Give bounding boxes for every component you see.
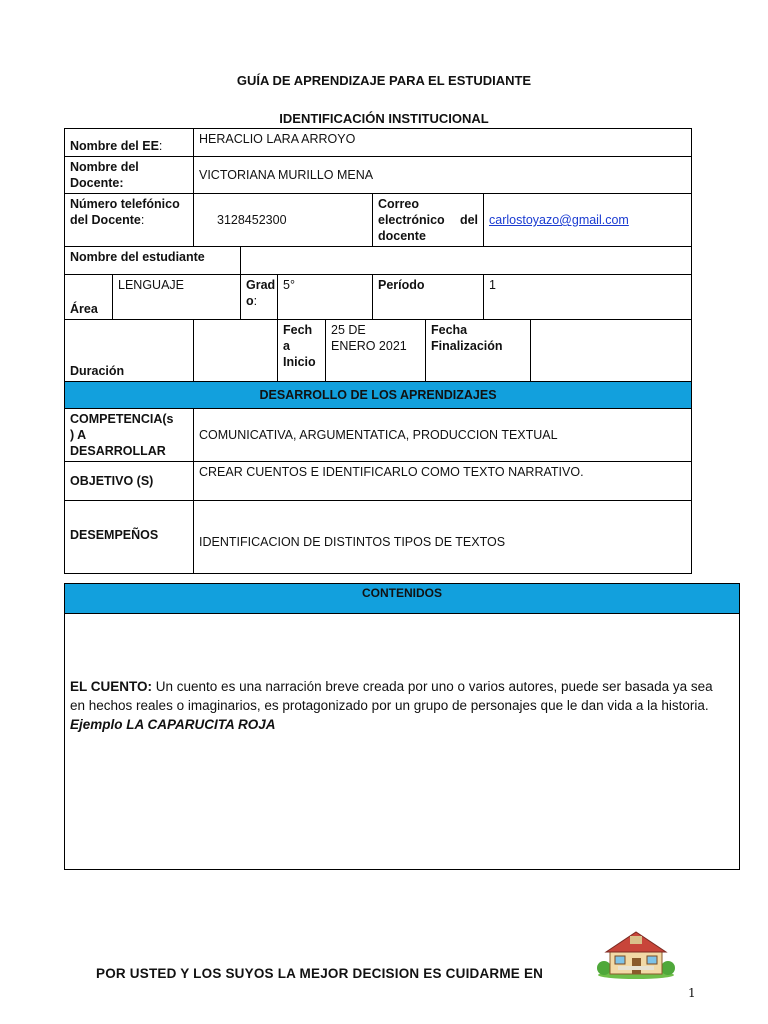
- contents-header: CONTENIDOS: [65, 584, 739, 614]
- page-number: 1: [688, 986, 696, 1000]
- start-date-value: 25 DE ENERO 2021: [326, 320, 426, 382]
- area-value: LENGUAJE: [113, 275, 241, 320]
- period-label: Período: [373, 275, 484, 320]
- house-icon: [596, 928, 676, 985]
- phone-label: Número telefónico del Docente:: [65, 194, 194, 247]
- grade-value: 5°: [278, 275, 373, 320]
- identification-table: [64, 128, 692, 574]
- phone-value: 3128452300: [194, 194, 373, 247]
- section-title-identification: IDENTIFICACIÓN INSTITUCIONAL: [279, 111, 489, 126]
- performance-label: DESEMPEÑOS: [65, 501, 194, 574]
- row-performance: [65, 501, 692, 574]
- competence-label: COMPETENCIA(s ) A DESARROLLAR: [65, 409, 194, 462]
- teacher-label: Nombre del Docente:: [65, 157, 194, 194]
- student-value: [241, 247, 692, 275]
- end-date-label: Fecha Finalización: [426, 320, 531, 382]
- development-header: DESARROLLO DE LOS APRENDIZAJES: [65, 382, 692, 409]
- competence-value: COMUNICATIVA, ARGUMENTATICA, PRODUCCION TEXTUAL: [194, 409, 692, 462]
- area-label: Área: [65, 275, 113, 320]
- story-example: Ejemplo LA CAPARUCITA ROJA: [70, 717, 276, 732]
- grade-label: Grad o:: [241, 275, 278, 320]
- row-objective: [65, 462, 692, 501]
- start-date-label: Fech a Inicio: [278, 320, 326, 382]
- row-duration: [65, 320, 692, 382]
- contents-box: [64, 583, 740, 870]
- row-area: [65, 275, 692, 320]
- row-development-header: [65, 382, 692, 409]
- row-competence: [65, 409, 692, 462]
- student-label: Nombre del estudiante: [65, 247, 241, 275]
- ee-value: HERACLIO LARA ARROYO: [194, 129, 692, 157]
- period-value: 1: [484, 275, 692, 320]
- teacher-value: VICTORIANA MURILLO MENA: [194, 157, 692, 194]
- email-label: Correo electrónico del docente: [373, 194, 484, 247]
- objective-label: OBJETIVO (S): [65, 462, 194, 501]
- performance-value: IDENTIFICACION DE DISTINTOS TIPOS DE TEXTOS: [194, 501, 692, 574]
- document-title: GUÍA DE APRENDIZAJE PARA EL ESTUDIANTE: [236, 73, 532, 88]
- email-link[interactable]: carlostoyazo@gmail.com: [489, 213, 629, 227]
- row-teacher: [65, 157, 692, 194]
- row-ee: Nombre del EE: HERACLIO LARA ARROYO: [65, 129, 692, 157]
- contents-body: EL CUENTO: Un cuento es una narración breve creada por uno o varios autores, puede ser basada ya sea en hechos reales o imaginarios, es protagonizado por un grupo de personajes que le dan vida a la historia. Ejemplo LA CAPARUCITA ROJA: [65, 614, 739, 734]
- duration-label: Duración: [65, 320, 194, 382]
- duration-value: [194, 320, 278, 382]
- objective-value: CREAR CUENTOS E IDENTIFICARLO COMO TEXTO NARRATIVO.: [194, 462, 692, 501]
- end-date-value: [531, 320, 692, 382]
- ee-label: Nombre del EE: [70, 139, 159, 153]
- story-term: EL CUENTO:: [70, 679, 153, 694]
- footer-slogan: POR USTED Y LOS SUYOS LA MEJOR DECISION ES CUIDARME EN: [96, 966, 544, 981]
- row-phone: [65, 194, 692, 247]
- story-definition: EL CUENTO: Un cuento es una narración breve creada por uno o varios autores, puede ser basada ya sea: [70, 679, 713, 694]
- row-student: [65, 247, 692, 275]
